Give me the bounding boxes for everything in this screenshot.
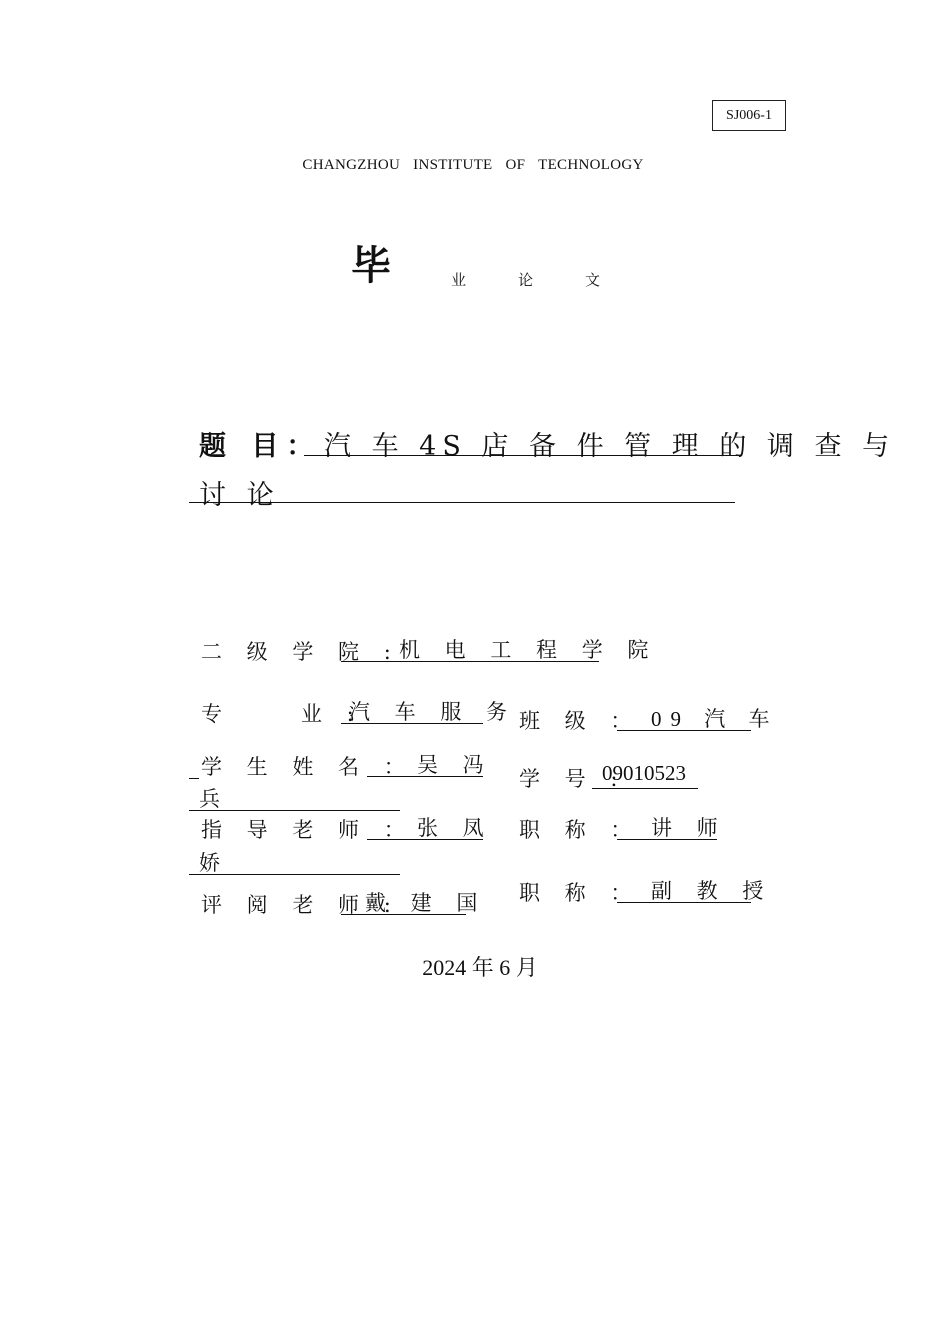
major-label-b: 业 :: [301, 702, 363, 726]
student-name-value-b: 兵: [189, 783, 400, 811]
reviewer-value: 戴 建 国: [341, 887, 466, 915]
class-label: 班 级 ：: [519, 709, 641, 733]
advisor-title-label: 职 称 ：: [519, 818, 641, 842]
institute-name: CHANGZHOU INSTITUTE OF TECHNOLOGY: [302, 157, 644, 173]
heading-char-3: 论: [518, 271, 534, 289]
title-value-line2: 讨 论: [189, 473, 735, 503]
reviewer-title-label: 职 称 ：: [519, 881, 641, 905]
submission-date: 2024 年 6 月: [422, 955, 538, 980]
advisor-title-value: 讲 师: [617, 812, 717, 840]
reviewer-title-value: 副 教 授: [617, 875, 751, 903]
title-value-line1: 汽 车 4S 店 备 件 管 理 的 调 查 与: [304, 424, 742, 456]
college-value: 机 电 工 程 学 院: [341, 634, 599, 662]
student-name-label: 学 生 姓 名 ：: [201, 755, 414, 779]
title-label: 题 目：: [199, 431, 322, 462]
reviewer-label: 评 阅 老 师 :: [201, 893, 400, 917]
heading-big-char: 毕: [351, 242, 391, 289]
heading-char-4: 文: [585, 271, 601, 289]
advisor-label: 指 导 老 师 ：: [201, 818, 414, 842]
college-label: 二 级 学 院 :: [201, 640, 400, 664]
advisor-value-b: 娇: [189, 847, 400, 875]
major-label-a: 专: [201, 702, 231, 726]
student-id-value: 09010523: [592, 761, 698, 789]
class-value: 09 汽 车: [617, 703, 751, 731]
student-name-value-a: 吴 冯: [367, 749, 483, 777]
student-id-label: 学 号 :: [519, 767, 627, 791]
advisor-value-a: 张 凤: [367, 812, 483, 840]
document-code-box: SJ006-1: [712, 100, 786, 131]
major-value: 汽 车 服 务: [341, 696, 483, 724]
student-lead-underline: [189, 778, 199, 779]
heading-char-2: 业: [451, 271, 467, 289]
